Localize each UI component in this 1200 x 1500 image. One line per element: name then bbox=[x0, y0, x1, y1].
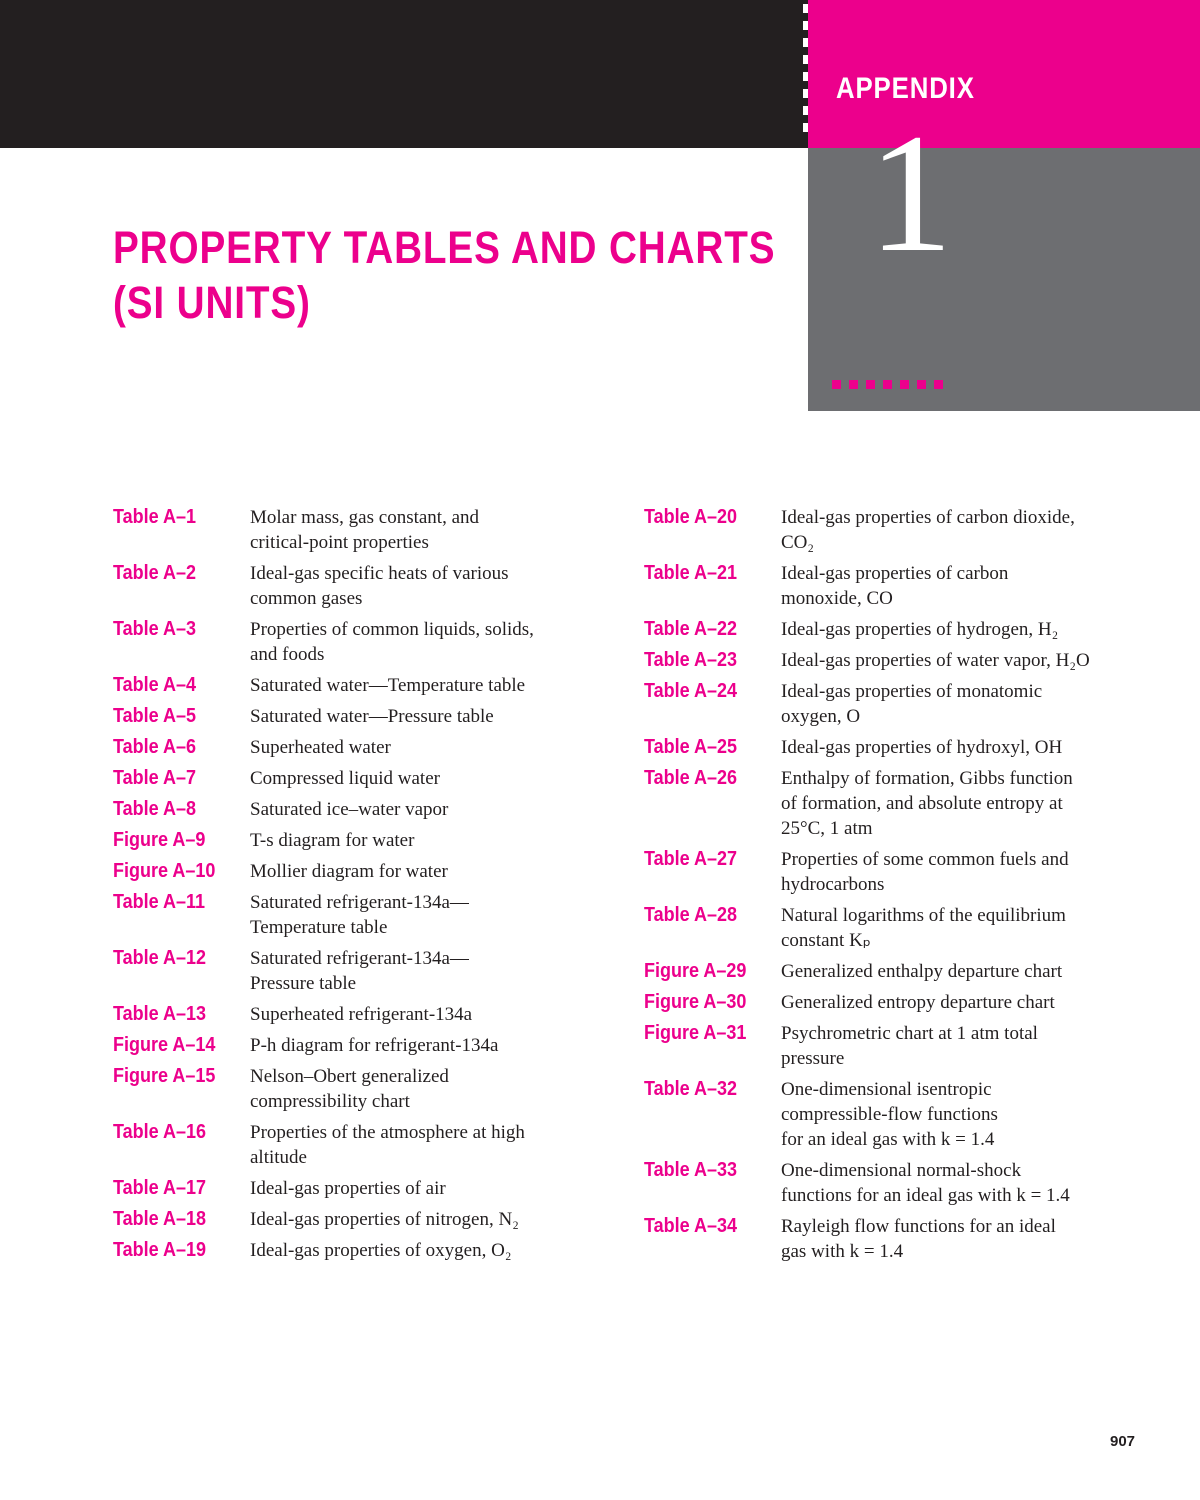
contents-entry bbox=[113, 1207, 613, 1232]
entry-description bbox=[781, 990, 1055, 1015]
contents-entry bbox=[113, 946, 613, 996]
description-line: critical-point properties bbox=[250, 532, 429, 553]
contents-entry bbox=[644, 1158, 1164, 1208]
contents-entry bbox=[113, 1176, 613, 1201]
description-line: Ideal-gas specific heats of various bbox=[250, 563, 509, 584]
entry-reference: Figure A–14 bbox=[113, 1034, 216, 1056]
entry-reference: Table A–33 bbox=[644, 1159, 738, 1181]
description-line: Ideal-gas properties of hydroxyl, OH bbox=[781, 737, 1063, 758]
entry-reference: Table A–22 bbox=[644, 618, 738, 640]
entry-description bbox=[250, 704, 494, 729]
description-line: common gases bbox=[250, 588, 363, 609]
entry-reference: Table A–20 bbox=[644, 506, 738, 528]
entry-description bbox=[250, 505, 479, 555]
entry-reference: Figure A–31 bbox=[644, 1022, 747, 1044]
entry-description bbox=[781, 617, 1058, 642]
entry-reference: Table A–18 bbox=[113, 1208, 207, 1230]
description-line: Mollier diagram for water bbox=[250, 861, 448, 882]
entry-description bbox=[250, 797, 448, 822]
entry-reference: Table A–13 bbox=[113, 1003, 207, 1025]
description-line: T-s diagram for water bbox=[250, 830, 415, 851]
contents-entry bbox=[113, 859, 613, 884]
title-line-2: (SI UNITS) bbox=[113, 277, 311, 328]
description-line: Ideal-gas properties of water vapor, H₂O bbox=[781, 650, 1090, 671]
description-line: altitude bbox=[250, 1147, 307, 1168]
description-line: Temperature table bbox=[250, 917, 388, 938]
description-line: for an ideal gas with k = 1.4 bbox=[781, 1129, 995, 1150]
description-line: One-dimensional isentropic bbox=[781, 1079, 992, 1100]
entry-reference: Table A–8 bbox=[113, 798, 197, 820]
description-line: Ideal-gas properties of oxygen, O₂ bbox=[250, 1240, 512, 1261]
entry-description bbox=[250, 1064, 449, 1114]
appendix-gray-block bbox=[808, 148, 1200, 411]
entry-description bbox=[781, 1021, 1038, 1071]
entry-reference: Table A–2 bbox=[113, 562, 197, 584]
contents-entry bbox=[113, 1033, 613, 1058]
page-number: 907 bbox=[1110, 1433, 1136, 1450]
description-line: Saturated water—Pressure table bbox=[250, 706, 494, 727]
entry-reference: Table A–7 bbox=[113, 767, 197, 789]
entry-description bbox=[250, 859, 448, 884]
description-line: Ideal-gas properties of air bbox=[250, 1178, 446, 1199]
description-line: Generalized entropy departure chart bbox=[781, 992, 1055, 1013]
description-line: monoxide, CO bbox=[781, 588, 893, 609]
description-line: Rayleigh flow functions for an ideal bbox=[781, 1216, 1056, 1237]
contents-entry bbox=[644, 617, 1164, 642]
contents-entry bbox=[644, 505, 1164, 555]
entry-reference: Table A–28 bbox=[644, 904, 738, 926]
contents-entry bbox=[644, 766, 1164, 841]
entry-description bbox=[781, 1077, 998, 1152]
entry-description bbox=[250, 946, 469, 996]
entry-description bbox=[250, 1033, 498, 1058]
contents-entry bbox=[113, 766, 613, 791]
entry-description bbox=[250, 1002, 472, 1027]
header-black-band bbox=[0, 0, 808, 148]
entry-description bbox=[781, 903, 1066, 953]
description-line: Compressed liquid water bbox=[250, 768, 440, 789]
entry-description bbox=[250, 735, 391, 760]
description-line: Psychrometric chart at 1 atm total bbox=[781, 1023, 1038, 1044]
appendix-label: APPENDIX bbox=[836, 72, 975, 105]
entry-description bbox=[781, 735, 1062, 760]
entry-reference: Table A–5 bbox=[113, 705, 197, 727]
description-line: One-dimensional normal-shock bbox=[781, 1160, 1022, 1181]
contents-entry bbox=[113, 1120, 613, 1170]
description-line: Saturated refrigerant-134a— bbox=[250, 948, 469, 969]
entry-reference: Figure A–10 bbox=[113, 860, 216, 882]
contents-entry bbox=[644, 903, 1164, 953]
entry-reference: Table A–32 bbox=[644, 1078, 738, 1100]
description-line: functions for an ideal gas with k = 1.4 bbox=[781, 1185, 1070, 1206]
entry-reference: Table A–11 bbox=[113, 891, 206, 913]
contents-entry bbox=[644, 959, 1164, 984]
contents-entry bbox=[644, 735, 1164, 760]
contents-entry bbox=[113, 797, 613, 822]
description-line: Properties of common liquids, solids, bbox=[250, 619, 534, 640]
entry-reference: Table A–3 bbox=[113, 618, 197, 640]
description-line: Ideal-gas properties of carbon bbox=[781, 563, 1009, 584]
entry-reference: Table A–6 bbox=[113, 736, 197, 758]
contents-entry bbox=[113, 1064, 613, 1114]
contents-entry bbox=[113, 1002, 613, 1027]
entry-reference: Table A–12 bbox=[113, 947, 207, 969]
entry-description bbox=[250, 617, 534, 667]
contents-entry bbox=[644, 648, 1164, 673]
description-line: CO₂ bbox=[781, 532, 815, 553]
entry-description bbox=[781, 1214, 1056, 1264]
description-line: of formation, and absolute entropy at bbox=[781, 793, 1063, 814]
pink-dot-row bbox=[832, 376, 951, 394]
description-line: Molar mass, gas constant, and bbox=[250, 507, 480, 528]
entry-reference: Figure A–15 bbox=[113, 1065, 216, 1087]
contents-entry bbox=[113, 505, 613, 555]
description-line: Generalized enthalpy departure chart bbox=[781, 961, 1063, 982]
title-line-1: PROPERTY TABLES AND CHARTS bbox=[113, 222, 776, 273]
entry-description bbox=[250, 561, 509, 611]
description-line: Natural logarithms of the equilibrium bbox=[781, 905, 1066, 926]
contents-entry bbox=[113, 704, 613, 729]
contents-entry bbox=[644, 1077, 1164, 1152]
description-line: gas with k = 1.4 bbox=[781, 1241, 904, 1262]
description-line: Ideal-gas properties of hydrogen, H₂ bbox=[781, 619, 1059, 640]
contents-entry bbox=[113, 1238, 613, 1263]
entry-description bbox=[250, 1176, 446, 1201]
description-line: Saturated ice–water vapor bbox=[250, 799, 449, 820]
entry-reference: Table A–27 bbox=[644, 848, 738, 870]
entry-reference: Table A–34 bbox=[644, 1215, 738, 1237]
entry-description bbox=[250, 828, 414, 853]
description-line: Properties of the atmosphere at high bbox=[250, 1122, 525, 1143]
entry-reference: Table A–23 bbox=[644, 649, 738, 671]
description-line: P-h diagram for refrigerant-134a bbox=[250, 1035, 499, 1056]
entry-description bbox=[250, 1120, 525, 1170]
contents-left-column bbox=[113, 505, 613, 1263]
contents-right-column bbox=[644, 505, 1164, 1264]
description-line: compressible-flow functions bbox=[781, 1104, 998, 1125]
description-line: Saturated water—Temperature table bbox=[250, 675, 526, 696]
description-line: Nelson–Obert generalized bbox=[250, 1066, 449, 1087]
contents-entry bbox=[113, 735, 613, 760]
entry-reference: Table A–26 bbox=[644, 767, 738, 789]
contents-entry bbox=[113, 673, 613, 698]
entry-reference: Table A–16 bbox=[113, 1121, 207, 1143]
description-line: compressibility chart bbox=[250, 1091, 410, 1112]
contents-entry bbox=[644, 990, 1164, 1015]
contents-entry bbox=[644, 561, 1164, 611]
entry-reference: Table A–21 bbox=[644, 562, 738, 584]
entry-reference: Table A–25 bbox=[644, 736, 738, 758]
contents-entry bbox=[644, 679, 1164, 729]
description-line: constant Kₚ bbox=[781, 930, 871, 951]
description-line: oxygen, O bbox=[781, 706, 861, 727]
entry-reference: Figure A–29 bbox=[644, 960, 747, 982]
entry-description bbox=[250, 1238, 511, 1263]
description-line: Pressure table bbox=[250, 973, 357, 994]
contents-entry bbox=[113, 561, 613, 611]
description-line: 25°C, 1 atm bbox=[781, 818, 873, 839]
description-line: Ideal-gas properties of nitrogen, N₂ bbox=[250, 1209, 519, 1230]
entry-reference: Table A–17 bbox=[113, 1177, 207, 1199]
contents-entry bbox=[644, 1214, 1164, 1264]
appendix-number: 1 bbox=[868, 99, 953, 287]
description-line: Saturated refrigerant-134a— bbox=[250, 892, 469, 913]
entry-description bbox=[781, 679, 1042, 729]
entry-description bbox=[781, 1158, 1070, 1208]
entry-description bbox=[781, 766, 1073, 841]
entry-description bbox=[250, 1207, 519, 1232]
entry-description bbox=[781, 847, 1069, 897]
contents-entry bbox=[113, 617, 613, 667]
description-line: Superheated water bbox=[250, 737, 391, 758]
entry-description bbox=[250, 766, 440, 791]
contents-entry bbox=[113, 890, 613, 940]
description-line: Ideal-gas properties of monatomic bbox=[781, 681, 1043, 702]
contents-entry bbox=[644, 1021, 1164, 1071]
entry-description bbox=[781, 959, 1062, 984]
contents-entry bbox=[113, 828, 613, 853]
entry-description bbox=[781, 561, 1008, 611]
entry-reference: Table A–4 bbox=[113, 674, 197, 696]
description-line: Superheated refrigerant-134a bbox=[250, 1004, 473, 1025]
description-line: Enthalpy of formation, Gibbs function bbox=[781, 768, 1073, 789]
entry-description bbox=[781, 505, 1075, 555]
entry-description bbox=[781, 648, 1090, 673]
entry-reference: Table A–19 bbox=[113, 1239, 207, 1261]
entry-reference: Table A–1 bbox=[113, 506, 197, 528]
description-line: hydrocarbons bbox=[781, 874, 885, 895]
entry-description bbox=[250, 890, 469, 940]
entry-reference: Figure A–9 bbox=[113, 829, 206, 851]
entry-description bbox=[250, 673, 525, 698]
description-line: Properties of some common fuels and bbox=[781, 849, 1069, 870]
contents-entry bbox=[644, 847, 1164, 897]
page-title bbox=[113, 220, 775, 330]
entry-reference: Table A–24 bbox=[644, 680, 738, 702]
description-line: and foods bbox=[250, 644, 325, 665]
entry-reference: Figure A–30 bbox=[644, 991, 747, 1013]
description-line: Ideal-gas properties of carbon dioxide, bbox=[781, 507, 1075, 528]
description-line: pressure bbox=[781, 1048, 845, 1069]
